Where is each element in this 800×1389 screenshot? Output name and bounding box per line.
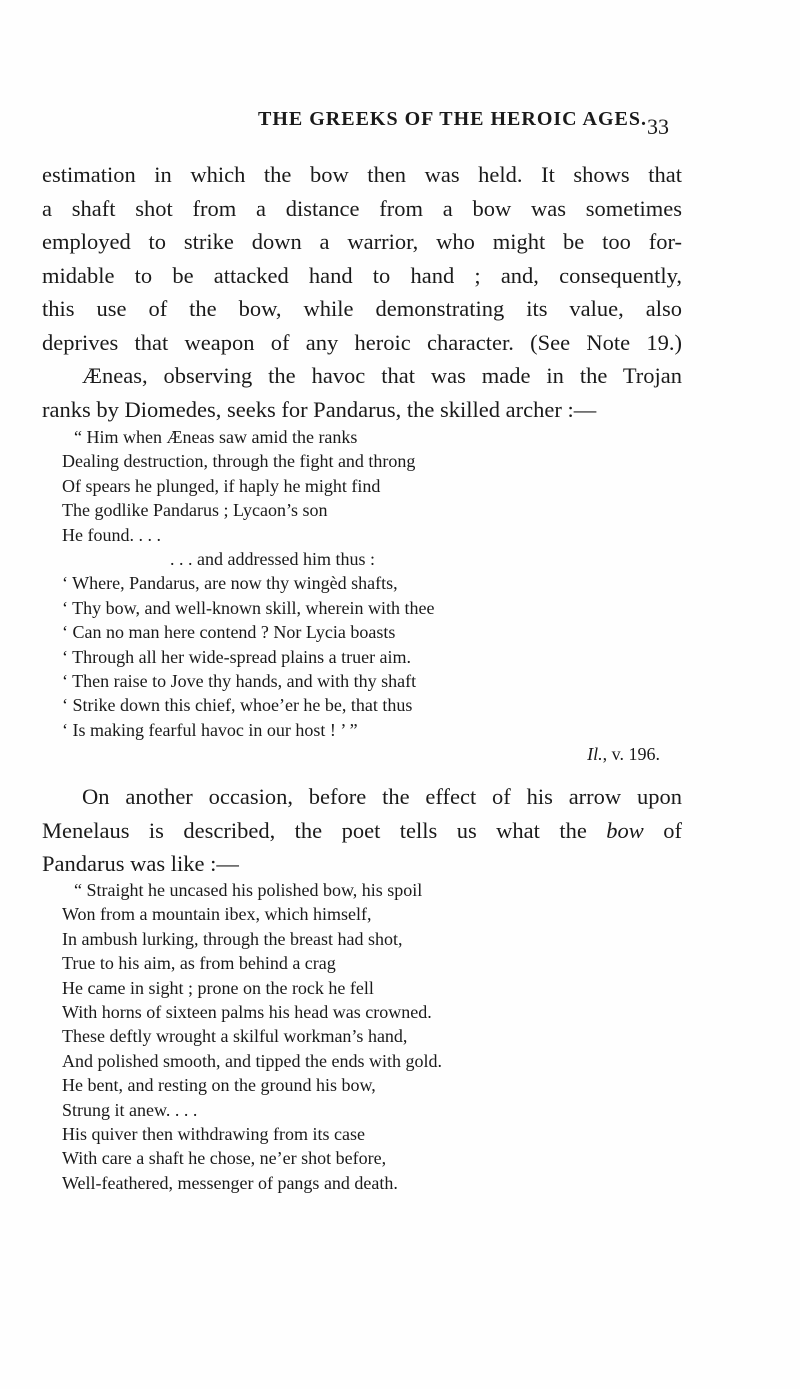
citation bbox=[62, 742, 682, 766]
citation-work: Il. bbox=[587, 744, 603, 765]
text-line: deprives that weapon of any heroic character. (See Note 19.) bbox=[42, 329, 682, 355]
verse-line: ‘ Thy bow, and well-known skill, wherein with thee bbox=[62, 597, 435, 618]
text-line: estimation in which the bow then was held. It shows that bbox=[42, 162, 682, 187]
text-line: ranks by Diomedes, seeks for Pandarus, the skilled archer :— bbox=[42, 396, 597, 422]
text-line: employed to strike down a warrior, who might be too for- bbox=[42, 229, 682, 254]
verse-line: And polished smooth, and tipped the ends with gold. bbox=[62, 1050, 442, 1071]
page-number: 33 bbox=[647, 114, 669, 139]
page-header bbox=[0, 108, 800, 138]
verse-line: ‘ Through all her wide-spread plains a truer aim. bbox=[62, 646, 412, 667]
paragraph-2 bbox=[42, 780, 682, 881]
emphasis-bow: bow bbox=[606, 817, 644, 843]
text-line: this use of the bow, while demonstrating its value, also bbox=[42, 296, 682, 321]
text-line: Pandarus was like :— bbox=[42, 851, 239, 876]
citation-ref: , v. 196. bbox=[602, 744, 660, 765]
verse-line: Well-feathered, messenger of pangs and death. bbox=[62, 1172, 398, 1193]
verse-line: ‘ Is making fearful havoc in our host ! ’ ” bbox=[62, 719, 358, 740]
text-line: Æneas, observing the havoc that was made in the Trojan bbox=[82, 363, 682, 388]
verse-line: True to his aim, as from behind a crag bbox=[62, 953, 336, 974]
text-line: midable to be attacked hand to hand ; and, consequently, bbox=[42, 262, 682, 288]
verse-line: He came in sight ; prone on the rock he fell bbox=[62, 977, 374, 998]
verse-line: ‘ Where, Pandarus, are now thy wingèd shafts, bbox=[62, 573, 398, 594]
verse-line: “ Straight he uncased his polished bow, his spoil bbox=[74, 880, 423, 900]
verse-line: Strung it anew. . . . bbox=[62, 1099, 198, 1120]
paragraph-1 bbox=[42, 158, 682, 426]
running-head: THE GREEKS OF THE HEROIC AGES. bbox=[258, 108, 647, 130]
text-line bbox=[42, 814, 682, 848]
text-segment: of bbox=[643, 817, 682, 843]
verse-line: Dealing destruction, through the fight and throng bbox=[62, 451, 416, 472]
text-line: a shaft shot from a distance from a bow was sometimes bbox=[42, 195, 682, 221]
verse-line: Won from a mountain ibex, which himself, bbox=[62, 904, 372, 925]
verse-quote-1 bbox=[62, 425, 682, 766]
verse-line: ‘ Then raise to Jove thy hands, and with thy shaft bbox=[62, 670, 417, 691]
verse-quote-2 bbox=[62, 878, 682, 1195]
verse-line: . . . and addressed him thus : bbox=[170, 548, 375, 569]
verse-line: Of spears he plunged, if haply he might find bbox=[62, 475, 381, 496]
verse-line: ‘ Can no man here contend ? Nor Lycia boasts bbox=[62, 622, 396, 643]
verse-line: With horns of sixteen palms his head was crowned. bbox=[62, 1001, 432, 1022]
verse-line: “ Him when Æneas saw amid the ranks bbox=[74, 427, 358, 447]
verse-line: ‘ Strike down this chief, whoe’er he be, that thus bbox=[62, 695, 413, 716]
verse-line: He bent, and resting on the ground his bow, bbox=[62, 1075, 376, 1096]
text-line: On another occasion, before the effect of his arrow upon bbox=[82, 784, 682, 809]
verse-line: In ambush lurking, through the breast had shot, bbox=[62, 928, 403, 949]
verse-line: With care a shaft he chose, ne’er shot before, bbox=[62, 1148, 387, 1169]
verse-line: These deftly wrought a skilful workman’s hand, bbox=[62, 1026, 408, 1047]
text-segment: Menelaus is described, the poet tells us what the bbox=[42, 817, 607, 843]
verse-line: The godlike Pandarus ; Lycaon’s son bbox=[62, 500, 328, 521]
verse-line: His quiver then withdrawing from its case bbox=[62, 1123, 365, 1144]
verse-line: He found. . . . bbox=[62, 524, 161, 545]
